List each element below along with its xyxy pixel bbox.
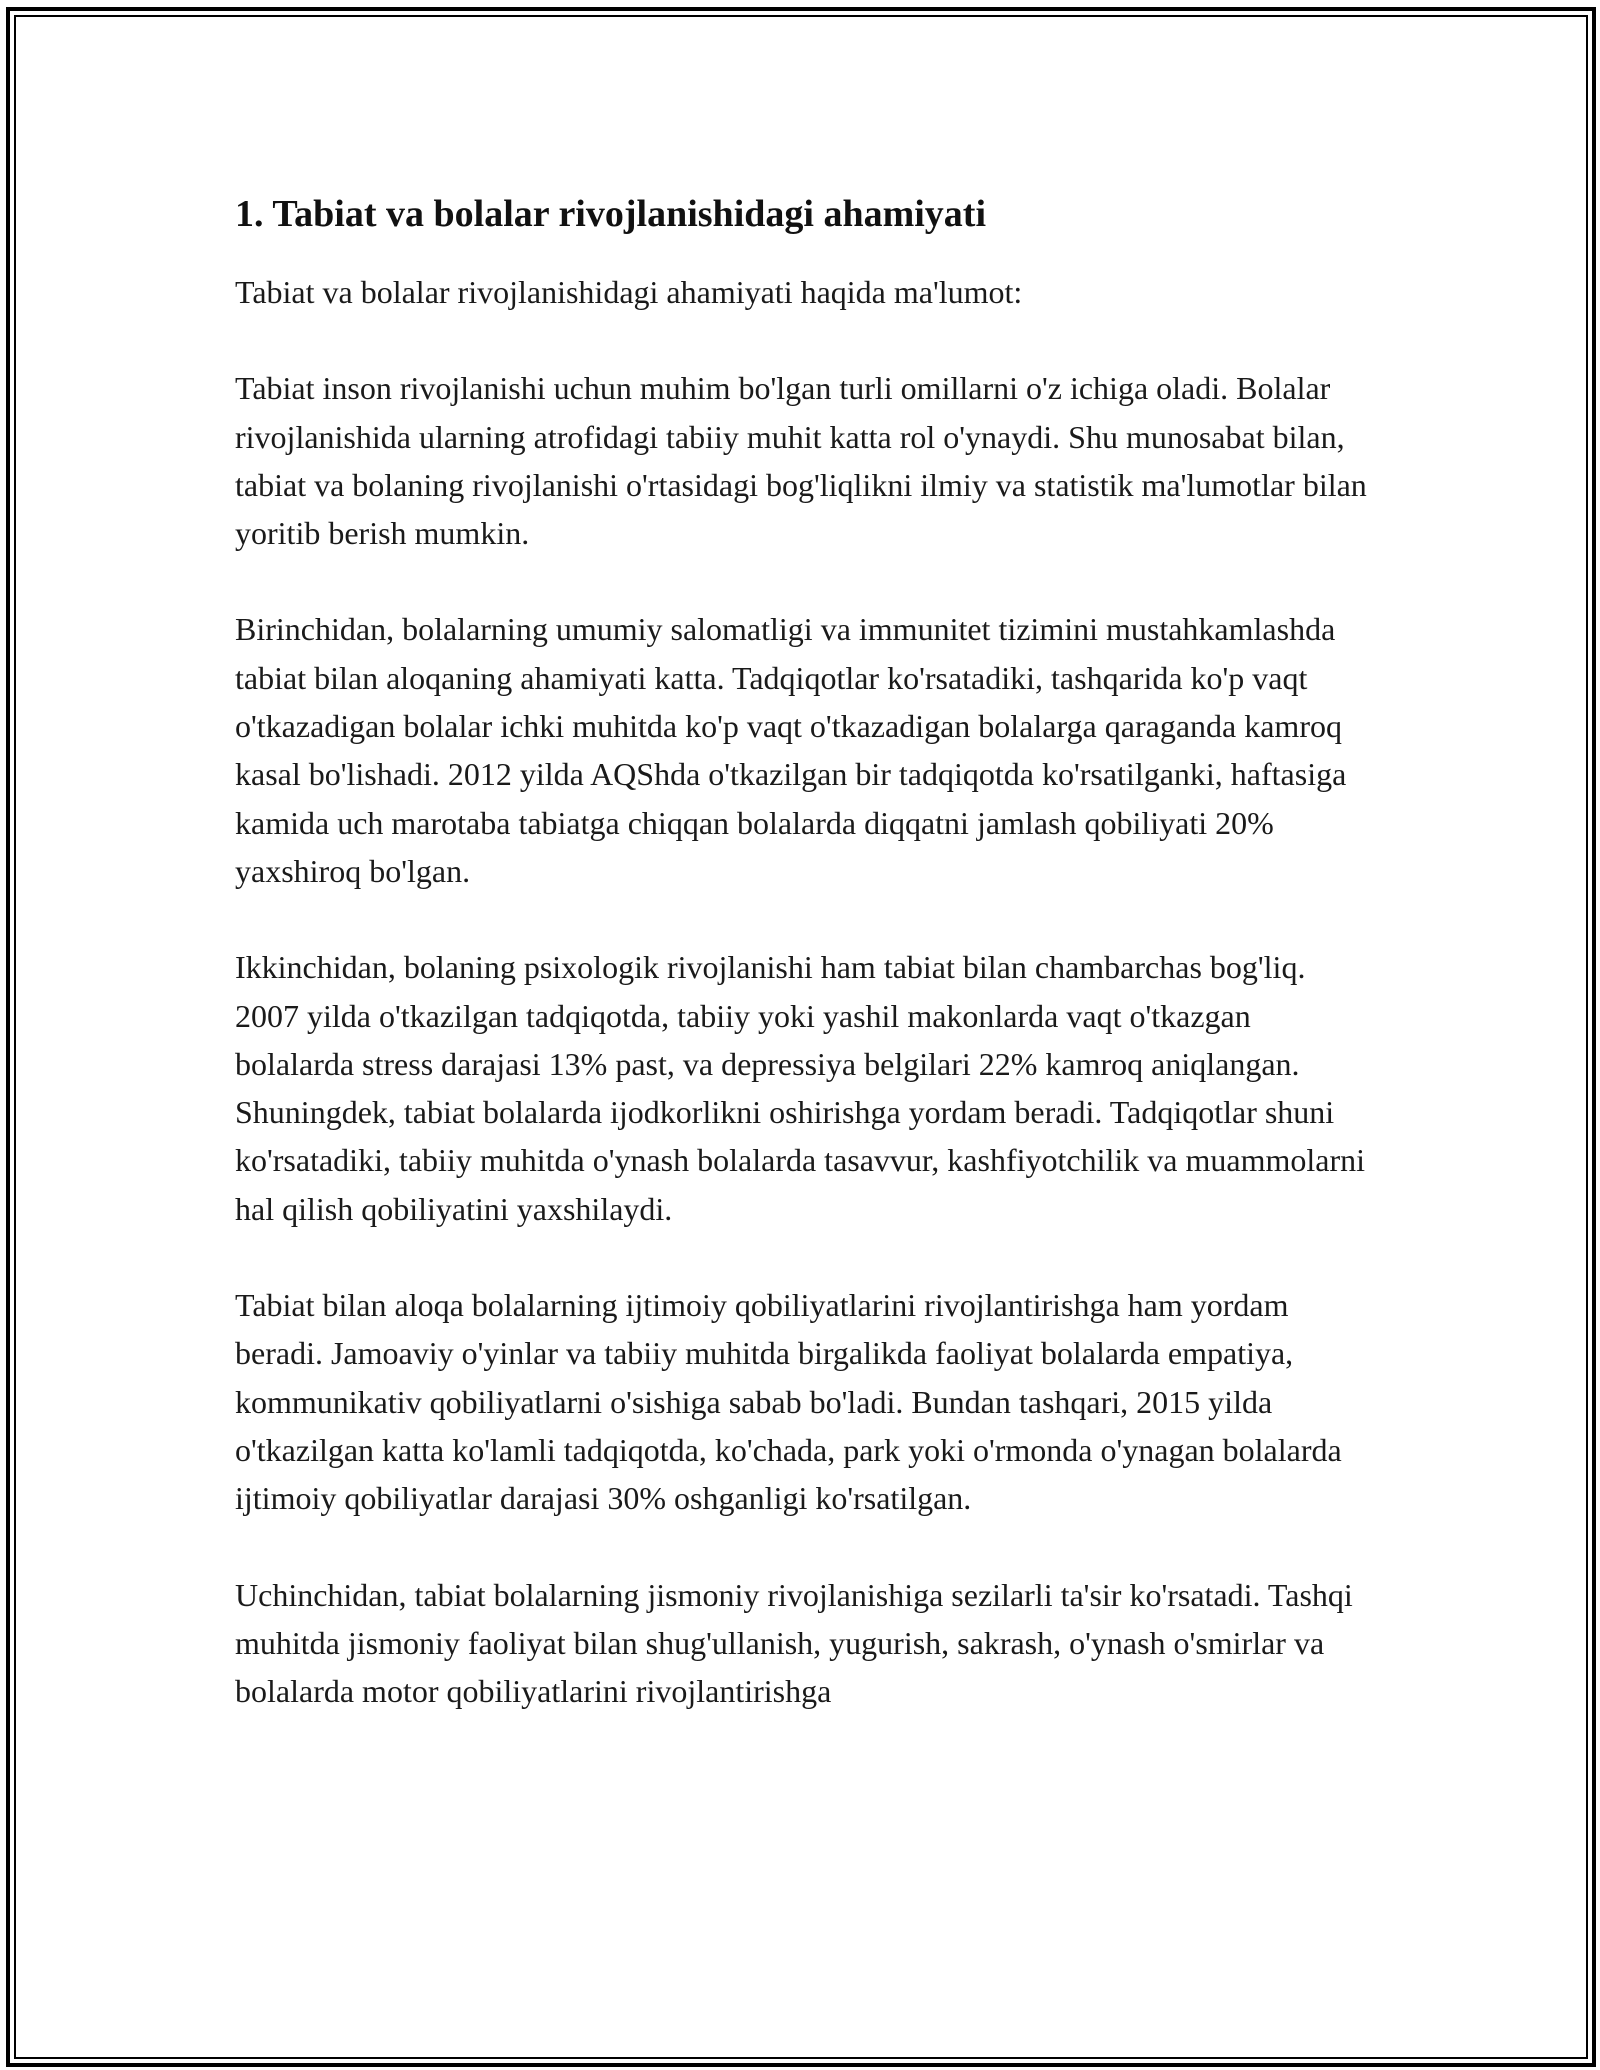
paragraph-3: Ikkinchidan, bolaning psixologik rivojlanishi ham tabiat bilan chambarchas bog'liq. 2007 yilda o'tkazilgan tadqiqotda, tabiiy yoki yashil makonlarda vaqt o'tkazgan bolalarda stress darajasi 13% past, va depressiya belgilari 22% kamroq aniqlangan. Shuningdek, tabiat bolalarda ijodkorlikni oshirishga yordam beradi. Tadqiqotlar shuni ko'rsatadiki, tabiiy muhitda o'ynash bolalarda tasavvur, kashfiyotchilik va muammolarni hal qilish qobiliyatini yaxshilaydi. xyxy=(235,949,1365,1227)
intro-paragraph: Tabiat va bolalar rivojlanishidagi ahamiyati haqida ma'lumot: xyxy=(235,274,1023,310)
paragraph-2: Birinchidan, bolalarning umumiy salomatligi va immunitet tizimini mustahkamlashda tabiat bilan aloqaning ahamiyati katta. Tadqiqotlar ko'rsatadiki, tashqarida ko'p vaqt o'tkazadigan bolalar ichki muhitda ko'p vaqt o'tkazadigan bolalarga qaraganda kamroq kasal bo'lishadi. 2012 yilda AQShda o'tkazilgan bir tadqiqotda ko'rsatilganki, haftasiga kamida uch marotaba tabiatga chiqqan bolalarda diqqatni jamlash qobiliyati 20% yaxshiroq bo'lgan. xyxy=(235,611,1347,889)
paragraph-5: Uchinchidan, tabiat bolalarning jismoniy rivojlanishiga sezilarli ta'sir ko'rsatadi. Tashqi muhitda jismoniy faoliyat bilan shug'ullanish, yugurish, sakrash, o'ynash o'smirlar va bolalarda motor qobiliyatlarini rivojlantirishga xyxy=(235,1576,1353,1710)
paragraph-4: Tabiat bilan aloqa bolalarning ijtimoiy qobiliyatlarini rivojlantirishga ham yordam beradi. Jamoaviy o'yinlar va tabiiy muhitda birgalikda faoliyat bolalarda empatiya, kommunikativ qobiliyatlarni o'sishiga sabab bo'ladi. Bundan tashqari, 2015 yilda o'tkazilgan katta ko'lamli tadqiqotda, ko'chada, park yoki o'rmonda o'ynagan bolalarda ijtimoiy qobiliyatlar darajasi 30% oshganligi ko'rsatilgan. xyxy=(235,1287,1342,1517)
document-body xyxy=(235,188,1375,1763)
paragraph-1: Tabiat inson rivojlanishi uchun muhim bo'lgan turli omillarni o'z ichiga oladi. Bolalar rivojlanishida ularning atrofidagi tabiiy muhit katta rol o'ynaydi. Shu munosabat bilan, tabiat va bolaning rivojlanishi o'rtasidagi bog'liqlikni ilmiy va statistik ma'lumotlar bilan yoritib berish mumkin. xyxy=(235,370,1367,552)
section-heading: 1. Tabiat va bolalar rivojlanishidagi ahamiyati xyxy=(235,193,987,235)
